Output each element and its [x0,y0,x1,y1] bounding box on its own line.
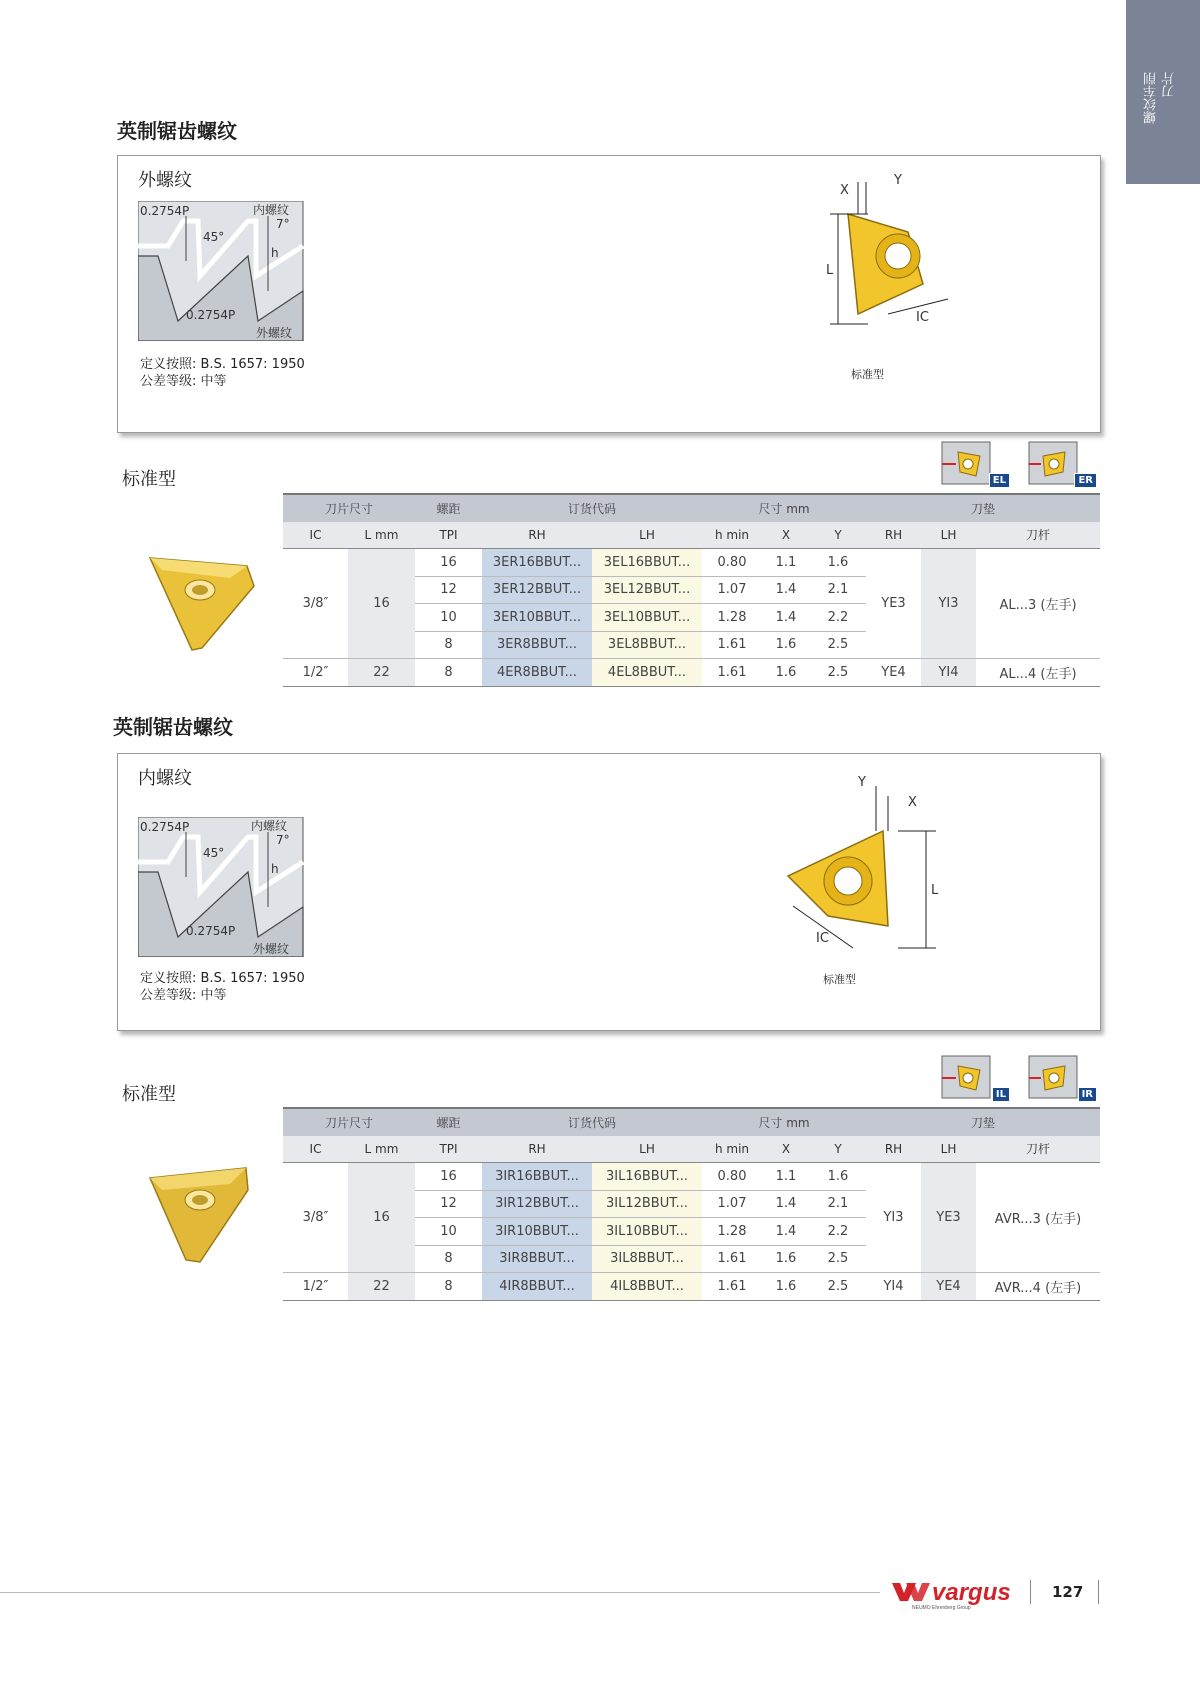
cell-lh: 3EL16BBUT... [592,549,702,577]
external-thread-spec-table [283,493,1100,687]
group-shim: 刀垫 [866,1108,1100,1136]
cell-tpi: 12 [415,1190,482,1218]
svg-text:45°: 45° [203,230,225,244]
svg-text:0.2754P: 0.2754P [140,820,190,834]
table-row [283,659,1100,687]
diagram-caption: 标准型 [851,368,884,381]
cell-lh: 3EL10BBUT... [592,604,702,632]
panel-title: 外螺纹 [138,170,192,191]
panel-title: 内螺纹 [138,768,192,789]
il-type-icon[interactable] [940,1054,1010,1102]
side-tab-label-2: 刀片 [1162,72,1177,98]
cell-y: 1.6 [827,1168,849,1184]
cell-h: 0.80 [717,554,747,570]
cell-shim-lh: YI4 [921,659,976,687]
group-shim: 刀垫 [866,494,1100,522]
cell-lh: 3IL16BBUT... [592,1163,702,1191]
cell-l: 22 [348,1273,415,1301]
cell-lh: 3IL10BBUT... [592,1218,702,1246]
er-type-icon[interactable] [1027,440,1097,488]
col-ic: IC [283,522,348,549]
cell-rh: 4ER8BBUT... [482,659,592,687]
col-x: X [762,522,810,549]
cell-x: 1.4 [762,1190,810,1218]
cell-ic: 1/2″ [283,1273,348,1301]
col-y: Y [810,1136,866,1163]
svg-text:Y: Y [894,174,902,188]
svg-text:7°: 7° [276,833,290,847]
cell-lh: 3IL12BBUT... [592,1190,702,1218]
cell-h: 1.61 [702,1273,762,1301]
cell-x: 1.1 [775,1168,797,1184]
cell-rh: 3IR12BBUT... [482,1190,592,1218]
svg-text:Y: Y [858,775,866,790]
cell-tpi: 8 [415,631,482,659]
col-hmin: h min [702,1136,762,1163]
svg-text:h: h [271,246,279,260]
cell-x: 1.6 [762,631,810,659]
cell-h: 1.61 [702,659,762,687]
cell-shim-rh: YI4 [866,1273,921,1301]
cell-rh: 3IR8BBUT... [482,1245,592,1273]
cell-x: 1.4 [762,1218,810,1246]
svg-text:内螺纹: 内螺纹 [251,819,288,833]
col-x: X [762,1136,810,1163]
cell-holder: AVR...3 (左手) [994,1212,1082,1227]
el-tag: EL [989,473,1010,488]
cell-y: 2.5 [810,1245,866,1273]
group-dimensions: 尺寸 mm [702,494,866,522]
svg-text:外螺纹: 外螺纹 [253,942,290,956]
col-l: L mm [348,1136,415,1163]
tolerance-class: 公差等级: 中等 [140,374,227,389]
cell-y: 2.1 [810,1190,866,1218]
cell-lh: 3EL8BBUT... [592,631,702,659]
col-l: L mm [348,522,415,549]
insert-dimension-diagram [758,766,958,956]
svg-text:0.2754P: 0.2754P [140,204,190,218]
col-lh: LH [592,1136,702,1163]
cell-h: 1.28 [702,604,762,632]
cell-h: 1.28 [702,1218,762,1246]
col-shim-rh: RH [866,522,921,549]
cell-lh: 3IL8BBUT... [592,1245,702,1273]
vargus-logo[interactable] [892,1577,1032,1611]
cell-shim-rh: YE3 [881,596,906,611]
cell-ic: 3/8″ [302,1210,329,1225]
group-insert-size: 刀片尺寸 [283,1108,415,1136]
svg-text:vargus: vargus [932,1579,1011,1606]
svg-text:L: L [931,883,939,898]
cell-tpi: 16 [440,554,457,570]
er-tag: ER [1074,473,1097,488]
svg-text:0.2754P: 0.2754P [186,924,236,938]
cell-y: 2.5 [810,631,866,659]
group-dimensions: 尺寸 mm [702,1108,866,1136]
col-shim-rh: RH [866,1136,921,1163]
group-pitch: 螺距 [415,1108,482,1136]
group-order-code: 订货代码 [482,494,702,522]
cell-y: 2.5 [810,659,866,687]
svg-text:0.2754P: 0.2754P [186,308,236,322]
cell-y: 2.1 [810,576,866,604]
svg-text:IC: IC [816,931,829,946]
cell-x: 1.4 [762,604,810,632]
cell-lh: 4IL8BBUT... [592,1273,702,1301]
reference-standard: 定义按照: B.S. 1657: 1950 [140,357,305,372]
cell-rh: 3ER16BBUT... [482,549,592,577]
col-tpi: TPI [415,1136,482,1163]
cell-h: 1.07 [702,1190,762,1218]
cell-l: 16 [348,549,415,659]
group-pitch: 螺距 [415,494,482,522]
cell-shim-lh: YE4 [921,1273,976,1301]
col-rh: RH [482,522,592,549]
svg-text:内螺纹: 内螺纹 [253,203,290,217]
cell-rh: 3ER8BBUT... [482,631,592,659]
cell-rh: 3ER12BBUT... [482,576,592,604]
cell-tpi: 16 [440,1168,457,1184]
svg-text:7°: 7° [276,217,290,231]
svg-text:X: X [840,183,849,198]
cell-holder: AVR...4 (左手) [976,1273,1100,1301]
thread-profile-diagram [138,201,308,341]
cell-lh: 3EL12BBUT... [592,576,702,604]
cell-tpi: 8 [415,1245,482,1273]
col-y: Y [810,522,866,549]
profile-panel [117,753,1101,1031]
group-insert-size: 刀片尺寸 [283,494,415,522]
cell-rh: 3ER10BBUT... [482,604,592,632]
il-tag: IL [992,1087,1010,1102]
side-tab[interactable] [1126,0,1200,184]
cell-h: 1.61 [702,631,762,659]
section-title: 英制锯齿螺纹 [113,715,233,739]
cell-x: 1.6 [762,659,810,687]
cell-rh: 4IR8BBUT... [482,1273,592,1301]
page-number: 127 [1052,1583,1084,1601]
cell-lh: 4EL8BBUT... [592,659,702,687]
standard-type-subtitle: 标准型 [122,1084,176,1105]
table-row [283,549,1100,577]
cell-tpi: 8 [415,1273,482,1301]
cell-ic: 3/8″ [302,596,329,611]
el-type-icon[interactable] [940,440,1010,488]
cell-shim-lh: YE3 [921,1163,976,1273]
col-tpi: TPI [415,522,482,549]
cell-x: 1.4 [762,576,810,604]
side-tab-label-1: 螺纹车削 [1144,72,1159,124]
profile-panel [117,155,1101,433]
cell-tpi: 8 [415,659,482,687]
table-row [283,1163,1100,1191]
cell-holder: AL...3 (左手) [999,598,1077,613]
svg-text:NEUMO Ehrenberg Group: NEUMO Ehrenberg Group [912,1605,971,1611]
col-rh: RH [482,1136,592,1163]
thread-profile-diagram [138,817,308,957]
footer-divider [1098,1580,1099,1604]
cell-h: 0.80 [717,1168,747,1184]
col-holder: 刀杆 [976,522,1100,549]
section-title: 英制锯齿螺纹 [117,119,237,143]
tolerance-class: 公差等级: 中等 [140,988,227,1003]
reference-standard: 定义按照: B.S. 1657: 1950 [140,971,305,986]
standard-type-subtitle: 标准型 [122,469,176,490]
cell-y: 2.2 [810,1218,866,1246]
cell-ic: 1/2″ [283,659,348,687]
cell-y: 1.6 [827,554,849,570]
col-shim-lh: LH [921,1136,976,1163]
cell-x: 1.6 [762,1245,810,1273]
cell-shim-rh: YI3 [883,1210,904,1225]
internal-thread-spec-table [283,1107,1100,1301]
cell-rh: 3IR16BBUT... [482,1163,592,1191]
cell-x: 1.6 [762,1273,810,1301]
cell-rh: 3IR10BBUT... [482,1218,592,1246]
col-lh: LH [592,522,702,549]
diagram-caption: 标准型 [823,973,856,986]
cell-l: 22 [348,659,415,687]
group-order-code: 订货代码 [482,1108,702,1136]
footer-rule [0,1592,880,1593]
svg-text:外螺纹: 外螺纹 [256,326,293,340]
cell-tpi: 12 [415,576,482,604]
cell-shim-rh: YE4 [866,659,921,687]
svg-text:45°: 45° [203,846,225,860]
ir-tag: IR [1078,1087,1097,1102]
cell-tpi: 10 [415,1218,482,1246]
cell-y: 2.5 [810,1273,866,1301]
insert-dimension-diagram [798,174,968,334]
col-hmin: h min [702,522,762,549]
cell-shim-lh: YI3 [921,549,976,659]
cell-tpi: 10 [415,604,482,632]
svg-text:L: L [826,263,834,278]
cell-l: 16 [348,1163,415,1273]
external-insert-photo [142,548,262,658]
internal-insert-photo [138,1160,258,1270]
cell-x: 1.1 [775,554,797,570]
cell-h: 1.07 [702,576,762,604]
cell-holder: AL...4 (左手) [976,659,1100,687]
col-holder: 刀杆 [976,1136,1100,1163]
col-shim-lh: LH [921,522,976,549]
footer-divider [1030,1580,1031,1604]
svg-text:X: X [908,795,917,810]
cell-y: 2.2 [810,604,866,632]
cell-h: 1.61 [702,1245,762,1273]
table-row [283,1273,1100,1301]
svg-text:IC: IC [916,310,929,325]
svg-text:h: h [271,862,279,876]
col-ic: IC [283,1136,348,1163]
ir-type-icon[interactable] [1027,1054,1097,1102]
